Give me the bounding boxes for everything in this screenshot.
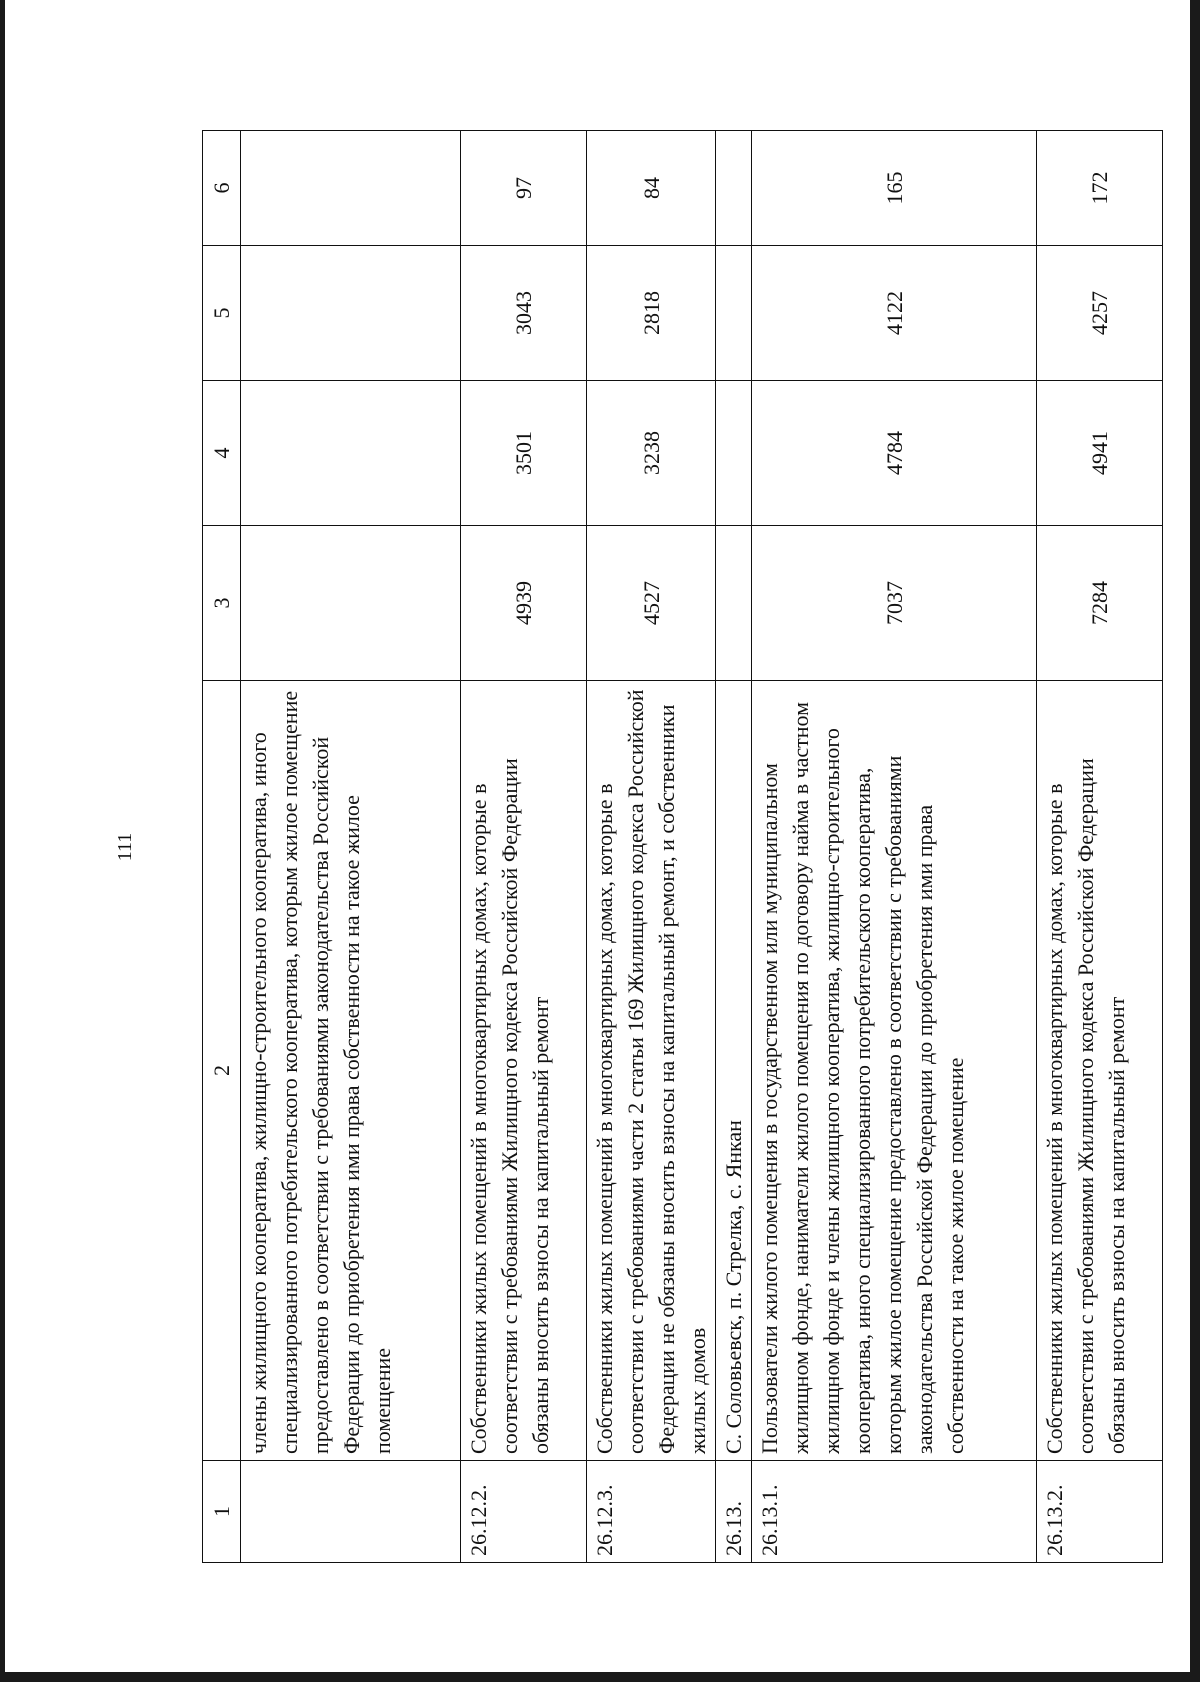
row-value-4: 4941 [1037, 381, 1163, 526]
row-description: члены жилищного кооператива, жилищно-строительного кооператива, иного специализированного потребительского кооператива, которым жилое помещение предоставлено в соответствии с требованиями законодательства Российской Федерации до приобретения ими права собственности на такое жилое помещение [241, 681, 461, 1461]
row-description: Собственники жилых помещений в многоквартирных домах, которые в соответствии с требованиями Жилищного кодекса Российской Федерации обязаны вносить взносы на капитальный ремонт [1037, 681, 1163, 1461]
row-code: 26.12.2. [461, 1461, 587, 1563]
scan-edge-right [1190, 0, 1200, 1682]
row-value-6: 84 [587, 131, 716, 246]
row-value-4: 4784 [752, 381, 1037, 526]
header-row [203, 131, 241, 1563]
row-description: Собственники жилых помещений в многоквартирных домах, которые в соответствии с требованиями Жилищного кодекса Российской Федерации обязаны вносить взносы на капитальный ремонт [461, 681, 587, 1461]
row-value-6: 172 [1037, 131, 1163, 246]
scan-edge-bottom [0, 1672, 1200, 1682]
table-row [752, 131, 1037, 1563]
row-description: Пользователи жилого помещения в государственном или муниципальном жилищном фонде, наниматели жилого помещения по договору найма в частном жилищном фонде и члены жилищного кооператива, жилищно-строительного кооператива, иного специализированного потребительского кооператива, которым жилое помещение предоставлено в соответствии с требованиями законодательства Российской Федерации до приобретения ими права собственности на такое жилое помещение [752, 681, 1037, 1461]
row-value-4 [716, 381, 752, 526]
row-description: С. Соловьевск, п. Стрелка, с. Янкан [716, 681, 752, 1461]
scan-edge-left [0, 0, 5, 1682]
row-value-4 [241, 381, 461, 526]
row-value-3 [241, 526, 461, 681]
row-value-4: 3501 [461, 381, 587, 526]
row-code [241, 1461, 461, 1563]
row-code: 26.13. [716, 1461, 752, 1563]
tariff-table [202, 130, 1163, 1563]
table-row [241, 131, 461, 1563]
page-number: 111 [114, 832, 136, 862]
header-cell-5: 5 [203, 246, 241, 381]
row-value-6 [241, 131, 461, 246]
rotated-table-area [202, 131, 1129, 1563]
header-cell-1: 1 [203, 1461, 241, 1563]
table-row [716, 131, 752, 1563]
row-value-3: 4527 [587, 526, 716, 681]
row-code: 26.13.1. [752, 1461, 1037, 1563]
row-value-5: 4257 [1037, 246, 1163, 381]
table-row [1037, 131, 1163, 1563]
row-value-3: 7284 [1037, 526, 1163, 681]
row-value-6: 97 [461, 131, 587, 246]
row-value-5 [716, 246, 752, 381]
row-description: Собственники жилых помещений в многоквартирных домах, которые в соответствии с требованиями части 2 статьи 169 Жилищного кодекса Российской Федерации не обязаны вносить взносы на капитальный ремонт, и собственники жилых домов [587, 681, 716, 1461]
header-cell-6: 6 [203, 131, 241, 246]
row-value-5 [241, 246, 461, 381]
row-value-3: 4939 [461, 526, 587, 681]
row-code: 26.13.2. [1037, 1461, 1163, 1563]
header-cell-3: 3 [203, 526, 241, 681]
table-row [587, 131, 716, 1563]
row-value-3: 7037 [752, 526, 1037, 681]
row-code: 26.12.3. [587, 1461, 716, 1563]
table-row [461, 131, 587, 1563]
header-cell-2: 2 [203, 681, 241, 1461]
rotated-table-inner [202, 131, 1129, 1563]
row-value-4: 3238 [587, 381, 716, 526]
row-value-5: 4122 [752, 246, 1037, 381]
row-value-5: 3043 [461, 246, 587, 381]
row-value-6 [716, 131, 752, 246]
row-value-3 [716, 526, 752, 681]
row-value-5: 2818 [587, 246, 716, 381]
header-cell-4: 4 [203, 381, 241, 526]
row-value-6: 165 [752, 131, 1037, 246]
